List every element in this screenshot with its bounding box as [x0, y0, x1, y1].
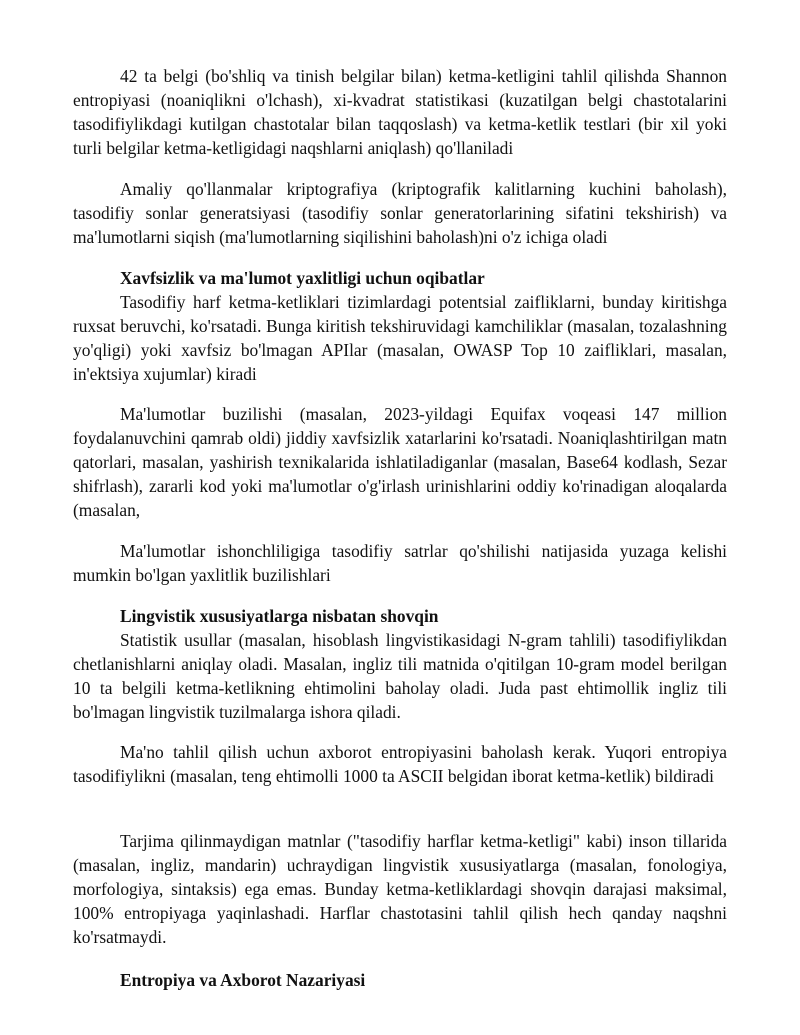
paragraph-practical-applications: Amaliy qo'llanmalar kriptografiya (kriptografik kalitlarning kuchini baholash), tasodifiy sonlar generatsiyasi (tasodifiy sonlar generatorlarining sifatini tekshirish) va ma'lumotlarni siqish (ma'lumotlarning siqilishini baholash)ni o'z ichiga oladi — [73, 179, 727, 247]
paragraph-data-breaches: Ma'lumotlar buzilishi (masalan, 2023-yildagi Equifax voqeasi 147 million foydalanuvchini qamrab oldi) jiddiy xavfsizlik xatarlarini ko'rsatadi. Noaniqlashtirilgan matn qatorlari, masalan, yashirish texnikalarida ishlatiladiganlar (masalan, Base64 kodlash, Sezar shifrlash), zararli kod yoki ma'lumotlar o'g'irlash urinishlarini oddiy ko'rinadigan aloqalarda (masalan, — [73, 404, 727, 520]
paragraph-vulnerabilities: Tasodifiy harf ketma-ketliklari tizimlardagi potentsial zaifliklarni, bunday kiritishga ruxsat beruvchi, ko'rsatadi. Bunga kiritish tekshiruvidagi kamchiliklar (masalan, tozalashning yo'qligi) yoki xavfsiz bo'lmagan APIlar (masalan, OWASP Top 10 zaifliklari, masalan, in'ektsiya xujumlar) kiradi — [73, 292, 727, 384]
section-heading-security: Xavfsizlik va ma'lumot yaxlitligi uchun oqibatlar — [120, 268, 485, 288]
paragraph-integrity: Ma'lumotlar ishonchliligiga tasodifiy satrlar qo'shilishi natijasida yuzaga kelishi mumkin bo'lgan yaxlitlik buzilishlari — [73, 541, 727, 585]
section-heading-linguistic-noise: Lingvistik xususiyatlarga nisbatan shovqin — [120, 606, 439, 626]
paragraph-information-entropy: Ma'no tahlil qilish uchun axborot entropiyasini baholash kerak. Yuqori entropiya tasodifiylikni (masalan, teng ehtimolli 1000 ta ASCII belgidan iborat ketma-ketlik) bildiradi — [73, 742, 727, 786]
paragraph-entropy-analysis: 42 ta belgi (bo'shliq va tinish belgilar bilan) ketma-ketligini tahlil qilishda Shannon entropiyasi (noaniqlikni o'lchash), xi-kvadrat statistikasi (kuzatilgan belgi chastotalarini tasodifiylikdagi kutilgan chastotalar bilan taqqoslash) va ketma-ketlik testlari (bir xil yoki turli belgilar ketma-ketligidagi naqshlarni aniqlash) qo'llaniladi — [73, 66, 727, 158]
section-heading-entropy-theory: Entropiya va Axborot Nazariyasi — [120, 970, 366, 990]
paragraph-ngram-analysis: Statistik usullar (masalan, hisoblash lingvistikasidagi N-gram tahlili) tasodifiylikdan chetlanishlarni aniqlay oladi. Masalan, ingliz tili matnida o'qitilgan 10-gram model berilgan 10 ta belgili ketma-ketlikning ehtimolini baholay oladi. Juda past ehtimollik ingliz tili bo'lmagan lingvistik tuzilmalarga ishora qiladi. — [73, 630, 727, 722]
paragraph-untranslatable-texts: Tarjima qilinmaydigan matnlar ("tasodifiy harflar ketma-ketligi" kabi) inson tillarida (masalan, ingliz, mandarin) uchraydigan lingvistik xususiyatlarga (masalan, fonologiya, morfologiya, sintaksis) ega emas. Bunday ketma-ketliklardagi shovqin darajasi maksimal, 100% entropiyaga yaqinlashadi. Harflar chastotasini tahlil qilish hech qanday naqshni ko'rsatmaydi. — [73, 831, 727, 947]
